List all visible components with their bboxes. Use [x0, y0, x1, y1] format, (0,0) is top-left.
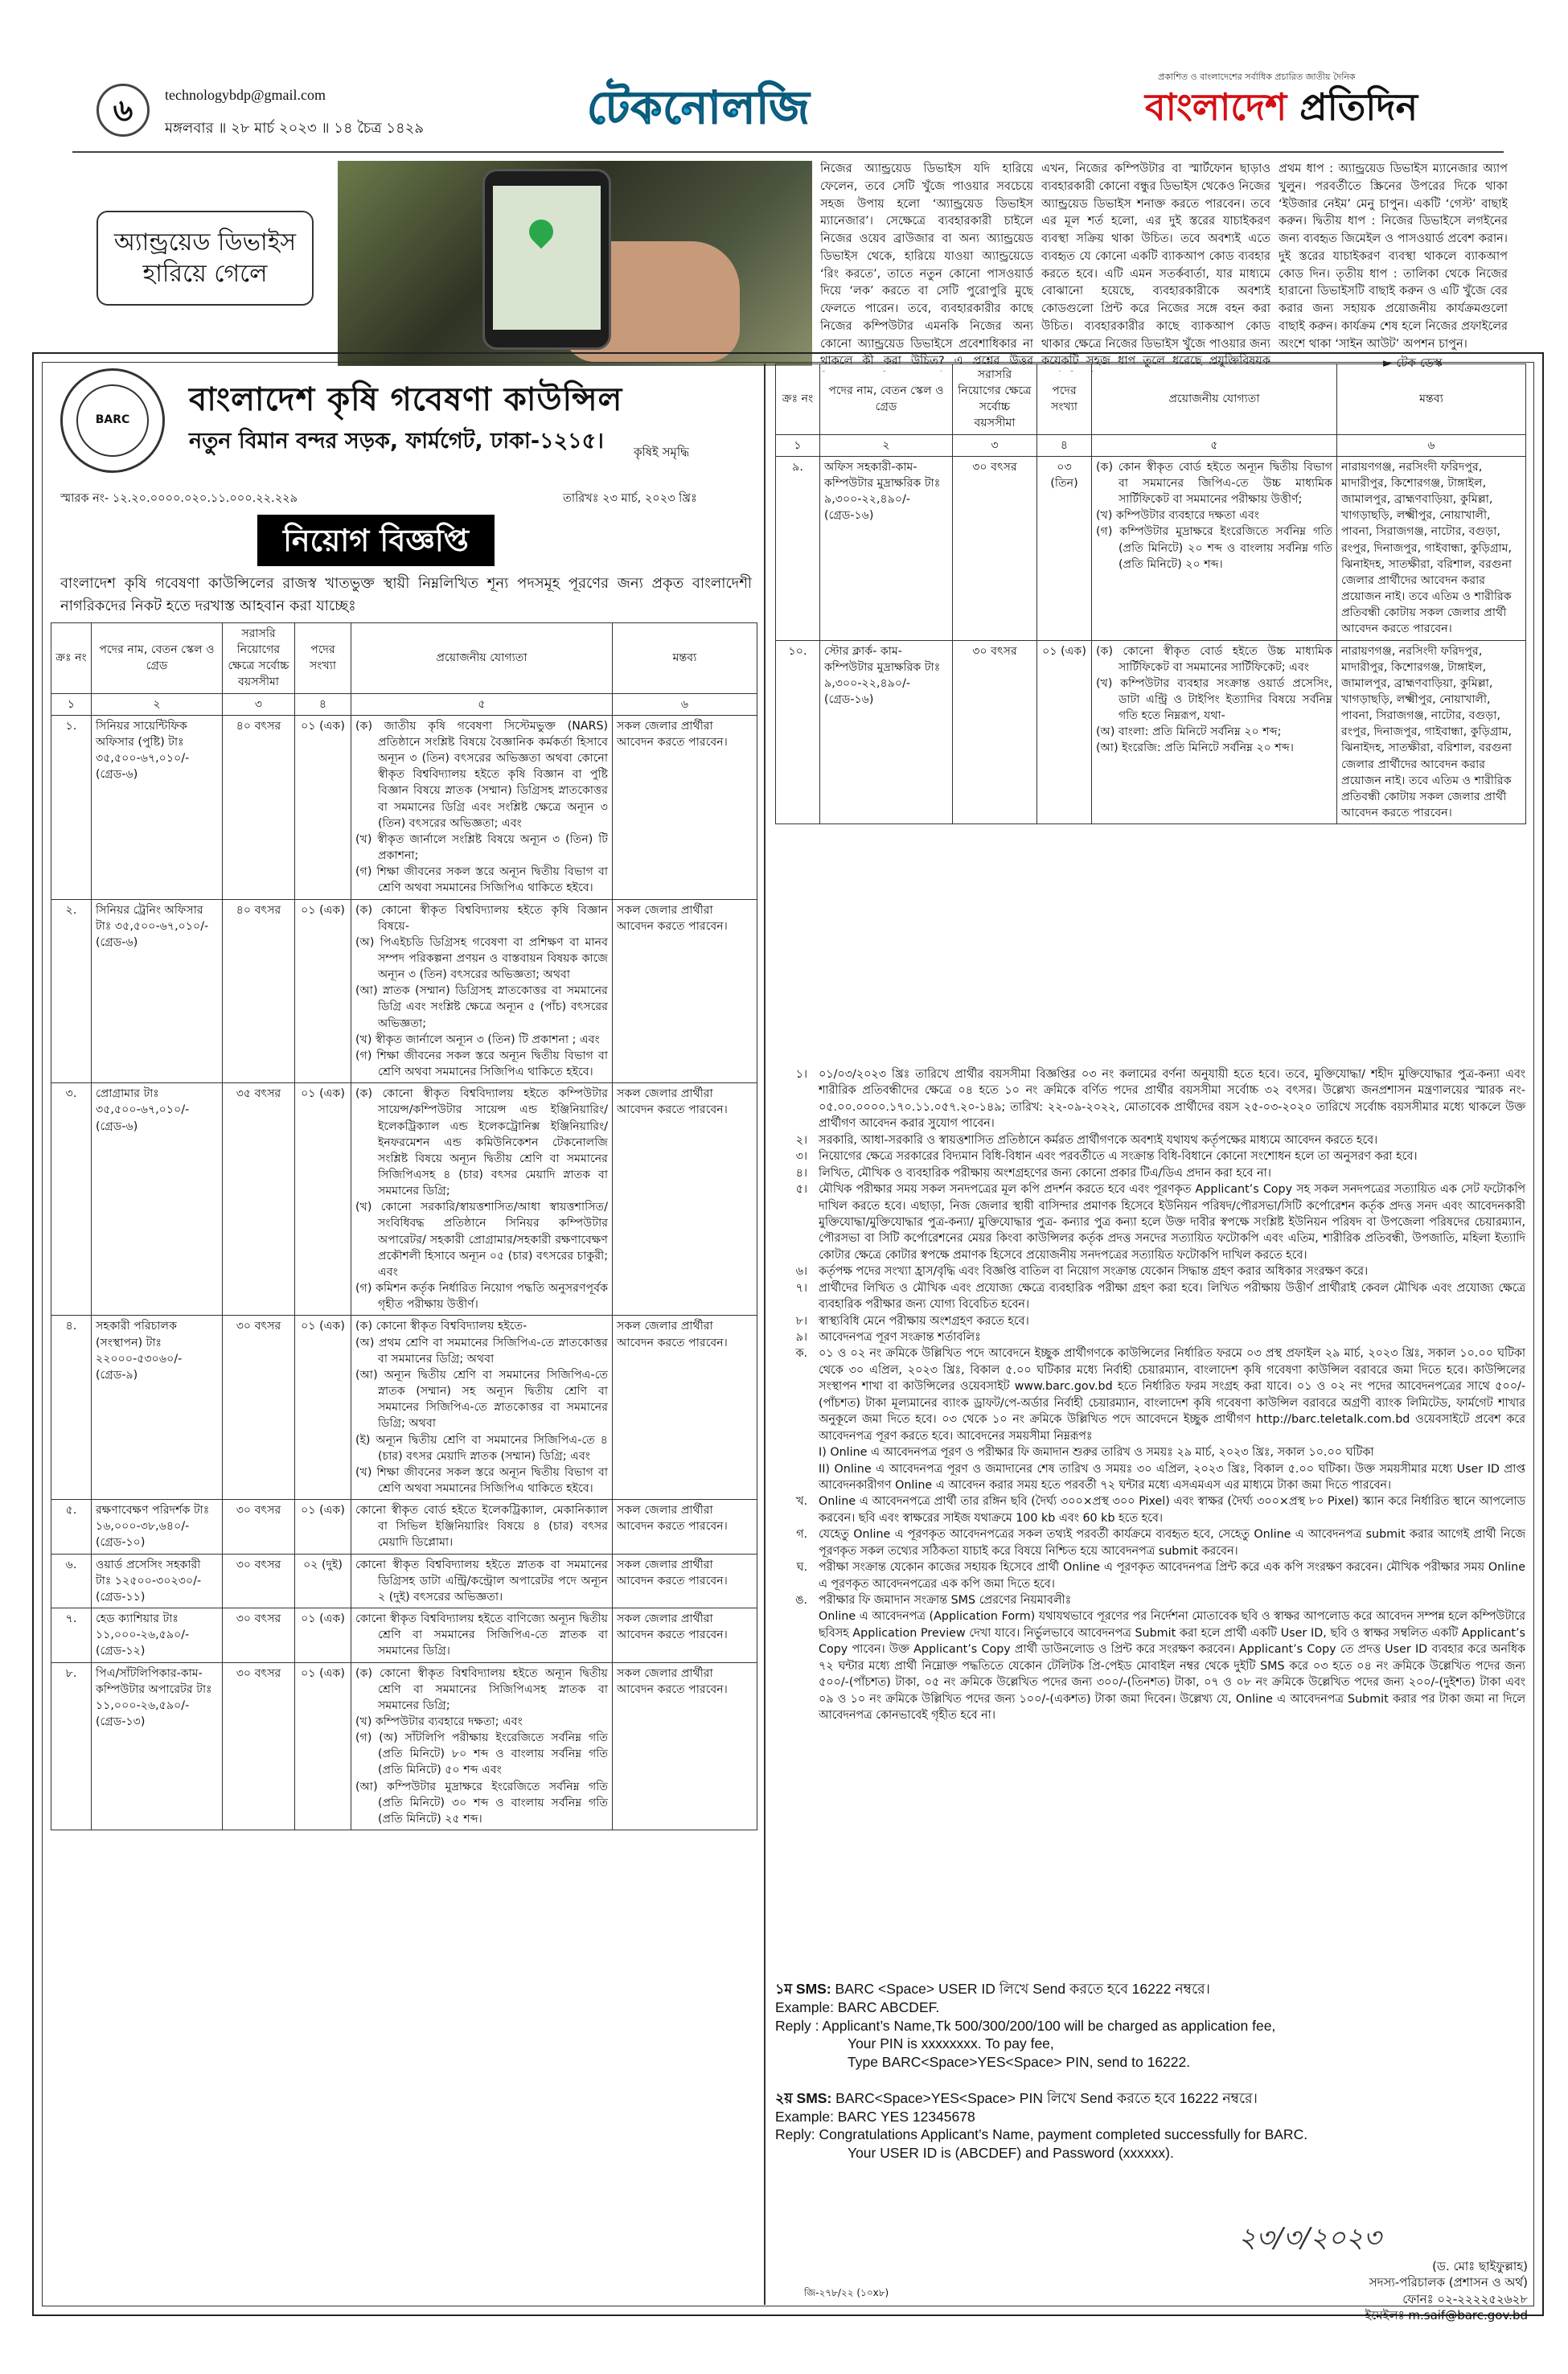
qualification-item: (খ) কম্পিউটার ব্যবহারে দক্ষতা এবং: [1096, 509, 1260, 523]
table-row: [51, 1316, 757, 1500]
qualification-item: (ক) কোনো স্বীকৃত বিশ্ববিদ্যালয় হইতে কম্পিউটার সায়েন্স/কম্পিউটার সায়েন্স এন্ড ইঞ্জিনিয়ারিং/ইলেকট্রিক্যাল এন্ড ইলেকট্রোনিক্স ইঞ্জিনিয়ারিং/ ইনফরমেশন এন্ড কমিউনিকেশন টেকনোলজি সংশ্লিষ্ট বিষয়ে অন্যূন দ্বিতীয় শ্রেণি বা সমমানের সিজিপিএসহ ৪ (চার) বৎসর মেয়াদি স্নাতক বা সমমানের ডিগ্রি;: [355, 1087, 608, 1198]
brand-tagline: প্রকাশিত ও বাংলাদেশের সর্বাধিক প্রচারিত জাতীয় দৈনিক: [1158, 72, 1356, 82]
row-post: হেড ক্যাশিয়ার টাঃ ১১,০০০-২৬,৫৯০/- (গ্রেড-১২): [92, 1608, 223, 1662]
note-text: ০১/০৩/২০২৩ খ্রিঃ তারিখে প্রার্থীর বয়সসীমা বিজ্ঞপ্তির ০৩ নং কলামের বর্ণনা অনুযায়ী হতে হবে। তবে, মুক্তিযোদ্ধা/ শহীদ মুক্তিযোদ্ধার পুত্র-কন্যা এবং শারীরিক প্রতিবন্ধীদের ক্ষেত্রে ০৪ হতে ১০ নং ক্রমিকে বর্ণিত পদের প্রার্থীর বয়সসীমা সর্বোচ্চ ৩২ বৎসর। উল্লেখ্য জনপ্রশাসন মন্ত্রণালয়ের স্মারক নং- ০৫.০০.০০০০.১৭০.১১.০৫৭.২০-১৪৯; তারিখ: ২২-০৯-২০২২, মোতাবেক প্রার্থীদের বয়স ২৫-০৩-২০২০ তারিখে সর্বোচ্চ বয়সসীমার মধ্যে থাকলে উক্ত প্রার্থীগণ আবেদন করার সুযোগ পাবেন।: [819, 1068, 1525, 1131]
qualification-item: (খ) স্বীকৃত জার্নালে সংশ্লিষ্ট বিষয়ে অন্যূন ৩ (তিন) টি প্রকাশনা;: [355, 832, 608, 863]
header-remark: মন্তব্য: [613, 623, 757, 694]
row-qualification: [351, 1500, 613, 1554]
row-age: ৪০ বৎসর: [223, 899, 295, 1083]
qualification-item: (গ) (অ) সাঁটলিপি পরীক্ষায় ইংরেজিতে সর্বনিম্ন গতি (প্রতি মিনিটে) ৮০ শব্দ ও বাংলায় সর্বনিম্ন গতি (প্রতি মিনিটে) ৫০ শব্দ এবং: [355, 1731, 608, 1777]
note-item: [775, 1329, 1525, 1345]
subnote-item: [775, 1444, 1525, 1460]
section-email: technologybdp@gmail.com: [165, 87, 326, 103]
sms2-text: BARC<Space>YES<Space> PIN লিখে Send করতে হবে 16222 নম্বরে।: [831, 2089, 1258, 2106]
qualification-item: (ক) কোনো স্বীকৃত বিশ্ববিদ্যালয় হইতে-: [355, 1320, 527, 1333]
note-number: ৯।: [795, 1331, 807, 1344]
row-post: অফিস সহকারী-কাম-কম্পিউটার মুদ্রাক্ষরিক টাঃ ৯,৩০০-২২,৪৯০/- (গ্রেড-১৬): [820, 456, 953, 640]
note-text: মৌখিক পরীক্ষার সময় সকল সনদপত্রের মূল কপি প্রদর্শন করতে হবে এবং পূরণকৃত Applicant’s Copy সহ সকল সনদপত্রের সত্যায়িত এক সেট ফটোকপি দাখিল করতে হবে। এছাড়া, নিজ জেলার স্থায়ী বাসিন্দার প্রমাণক হিসেবে ইউনিয়ন পরিষদ/পৌরসভা/সিটি কর্পোরেশন কর্তৃক প্রদত্ত সনদ এবং আবেদনকারী মুক্তিযোদ্ধা/মুক্তিযোদ্ধার পুত্র-কন্যা/ মুক্তিযোদ্ধার পুত্র- কন্যার পুত্র কন্যা হলে উক্ত দাবীর স্বপক্ষে সংশ্লিষ্ট ইউনিয়ন পরিষদ বা উপজেলা পরিষদের চেয়ারম্যান, পৌরসভা বা সিটি কর্পোরেশনের মেয়র কিংবা কাউন্সিলর কর্তৃক প্রদত্ত সনদের সত্যায়িত ফটোকপি এবং এতিম, শারীরিক প্রতিবন্ধী, উপজাতি, মহিলা ইত্যাদি কোটার ক্ষেত্রে কোটার স্বপক্ষে প্রমাণক হিসেবে প্রয়োজনীয় সনদপত্রের সত্যায়িত ফটোকপি দাখিল করতে হবে।: [819, 1183, 1525, 1262]
qualification-item: (আ) কম্পিউটার মুদ্রাক্ষরে ইংরেজিতে সর্বনিম্ন গতি (প্রতি মিনিটে) ৩০ শব্দ ও বাংলায় সর্বনিম্ন গতি (প্রতি মিনিটে) ২৫ শব্দ।: [355, 1780, 608, 1826]
subnote-text: পরীক্ষা সংক্রান্ত যেকোন কাজের সহায়ক হিসেবে প্রার্থী Online এ পূরণকৃত আবেদনপত্র প্রিন্ট করে এক কপি সংরক্ষণ করবেন। মৌখিক পরীক্ষার সময় Online এ পূরণকৃত আবেদনপত্রের এক কপি জমা দিতে হবে।: [819, 1561, 1525, 1591]
table-row: [51, 1083, 757, 1316]
row-qualification: [351, 899, 613, 1083]
row-remark: সকল জেলার প্রার্থীরা আবেদন করতে পারবেন।: [613, 1316, 757, 1500]
masthead-rule: [72, 151, 1504, 153]
row-count: ০১ (এক): [295, 1083, 351, 1316]
sms-instructions: [775, 1980, 1515, 2162]
qualification-item: (অ) বাংলা: প্রতি মিনিটে সর্বনিম্ন ২০ শব্দ;: [1096, 725, 1282, 739]
row-qualification: [351, 1554, 613, 1608]
table-row: [51, 1608, 757, 1662]
qualification-item: (আ) অন্যূন দ্বিতীয় শ্রেণি বা সমমানের সিজিপিএ-তে স্নাতক (সম্মান) সহ অন্যূন দ্বিতীয় শ্রেণি বা সমমানের সিজিপিএ-তে স্নাতকোত্তর বা সমমানের ডিগ্রি; অথবা: [355, 1368, 608, 1431]
sms1-text: BARC <Space> USER ID লিখে Send করতে হবে 16222 নম্বরে।: [831, 1981, 1210, 1997]
note-number: ৭।: [795, 1281, 807, 1295]
qualification-item: (খ) কোনো সরকারি/স্বায়ত্তশাসিত/আধা স্বায়ত্তশাসিত/ সংবিধিবদ্ধ প্রতিষ্ঠানে সিনিয়র কম্পিউটার অপারেটর/ সহকারী প্রোগ্রামার/সহকারী রক্ষণাবেক্ষণ প্রকৌশলী হিসাবে অন্যূন ০৫ (চার) বৎসরের চাকুরী; এবং: [355, 1201, 608, 1279]
feature-headline: অ্যান্ড্রয়েড ডিভাইস হারিয়ে গেলে: [96, 211, 314, 306]
note-text: নিয়োগের ক্ষেত্রে সরকারের বিদ্যমান বিধি-বিধান এবং পরবর্তীতে এ সংক্রান্ত বিধি-বিধানে কোনো সংশোধন হলে তা অনুসরণ করা হবে।: [819, 1150, 1418, 1164]
column-numbers: ১ ২ ৩ ৪ ৫ ৬: [776, 434, 1526, 456]
note-item: [775, 1313, 1525, 1329]
table-row: [51, 1662, 757, 1830]
header-post: পদের নাম, বেতন স্কেল ও গ্রেড: [820, 364, 953, 435]
row-sl: ১০.: [776, 640, 820, 824]
row-count: ০১ (এক): [1037, 640, 1092, 824]
row-age: ৩০ বৎসর: [223, 1662, 295, 1830]
note-text: আবেদনপত্র পূরণ সংক্রান্ত শর্তাবলিঃ: [819, 1331, 981, 1344]
note-item: [775, 1132, 1525, 1148]
table-row: [51, 899, 757, 1083]
row-sl: ৭.: [51, 1608, 92, 1662]
note-text: স্বাস্থ্যবিধি মেনে পরীক্ষায় অংশগ্রহণ করতে হবে।: [819, 1314, 1029, 1328]
qualification-item: (খ) কম্পিউটার ব্যবহারে দক্ষতা; এবং: [355, 1715, 523, 1728]
feature-column-2: এখন, নিজের কম্পিউটার বা স্মার্টফোন ছাড়াও ব্যবহারকারী কোনো বন্ধুর ডিভাইস থেকেও নিজের অ্যান্ড্রয়েড ডিভাইস শনাক্ত করতে পারবেন। তবে এর মূল শর্ত হলো, এর দুই স্তরের যাচাইকরণ ব্যবস্থা সক্রিয় থাকা উচিত। তবে অবশ্যই এতে ব্যবহৃত যে কোনো একটি ব্যাকআপ কোড ব্যবহার করতে হবে। এটি এমন সতর্কবার্তা, যার মাধ্যমে বোঝানো হয়েছে, ব্যবহারকারীকে অবশ্যই কোডগুলো প্রিন্ট করে নিজের সঙ্গে বহন করা উচিত। ব্যবহারকারীর কাছে ব্যাকআপ কোড থাকার ক্ষেত্রে নিজের ডিভাইস খুঁজে পাওয়ার জন্য কয়েকটি সহজ ধাপ তুলে ধরেছে প্রযুক্তিবিষয়ক: [1041, 162, 1270, 368]
feature-column-1: নিজের অ্যান্ড্রয়েড ডিভাইস যদি হারিয়ে ফেলেন, তবে সেটি খুঁজে পাওয়ার সবচেয়ে সহজ উপায় হলো ‘অ্যান্ড্রয়েড ডিভাইস ম্যানেজার’। সেক্ষেত্রে ব্যবহারকারী চাইলে নিজের ওয়েব ব্রাউজার বা অন্য অ্যান্ড্রয়েড ডিভাইস থেকে, হারিয়ে যাওয়া অ্যান্ড্রয়েডে ‘রিং করতে’, তাতে নতুন কোনো পাসওয়ার্ড দিয়ে ‘লক’ করতে বা সেটি পুরোপুরি মুছে ফেলতে পারেন। তবে, ব্যবহারকারীর কাছে নিজের কম্পিউটার এমনকি নিজের অন্য কোনো অ্যান্ড্রয়েড ডিভাইসে প্রবেশাধিকার না থাকলে কী করা উচিত? এ প্রশ্নের উত্তর: [820, 162, 1033, 368]
signer-name: (ড. মোঃ ছাইফুল্লাহ): [1432, 2259, 1528, 2273]
qualification-item: (গ) শিক্ষা জীবনের সকল স্তরে অন্যূন দ্বিতীয় বিভাগ বা শ্রেণি অথবা সমমানের সিজিপিএ থাকিতে হইবে।: [355, 1049, 608, 1079]
terms-section: [775, 1066, 1525, 1724]
qualification-item: (ক) কোনো স্বীকৃত বিশ্ববিদ্যালয় হইতে কৃষি বিজ্ঞান বিষয়ে-: [355, 903, 608, 933]
table-row: [776, 640, 1526, 824]
memo-date: তারিখঃ ২৩ মার্চ, ২০২৩ খ্রিঃ: [563, 492, 697, 505]
qualification-item: (ক) কোন স্বীকৃত বোর্ড হইতে অন্যূন দ্বিতীয় বিভাগ বা সমমানের জিপিএ-তে উচ্চ মাধ্যমিক সার্টিফিকেট বা সমমানের পরীক্ষায় উত্তীর্ণ;: [1096, 460, 1332, 507]
qualification-item: কোনো স্বীকৃত বিশ্ববিদ্যালয় হইতে বাণিজ্যে অন্যূন দ্বিতীয় শ্রেণি বা সমমানের সিজিপিএ-তে স্নাতক বা সমমানের ডিগ্রি।: [355, 1612, 608, 1658]
signature: ২৩/৩/২০২৩: [1238, 2222, 1381, 2254]
newspaper-logo: [1145, 82, 1418, 133]
row-count: ০১ (এক): [295, 715, 351, 899]
table-header: [51, 623, 757, 694]
row-age: ৩০ বৎসর: [223, 1554, 295, 1608]
subnote-number: [775, 1444, 819, 1460]
header-sl: ক্রঃ নং: [776, 364, 820, 435]
subnote-text: Online এ আবেদনপত্র (Application Form) যথাযথভাবে পূরণের পর নির্দেশনা মোতাবেক ছবি ও স্বাক্ষর আপলোড করে আবেদন সম্পন্ন হলে কম্পিউটারে ছবিসহ Application Preview দেখা যাবে। নির্ভুলভাবে আবেদনপত্র Submit করা হলে প্রার্থী একটি User ID, ছবি ও স্বাক্ষর সম্বলিত একটি Applicant’s Copy পাবেন। উক্ত Applicant’s Copy প্রার্থী ডাউনলোড ও প্রিন্ট করে সংরক্ষণ করবেন। Applicant’s Copy তে প্রদত্ত User ID ব্যবহার করে অনধিক ৭২ ঘন্টার মধ্যে প্রার্থী নিম্নোক্ত পদ্ধতিতে যেকোন টেলিটক প্রি-পেইড মোবাইল নম্বর থেকে দুইটি SMS করে ০৩ হতে ০৪ নং ক্রমিকে উল্লেখিত পদের জন্য ৫০০/-(পাঁচশত) টাকা, ০৫ নং ক্রমিকে উল্লেখিত পদের জন্য ৩০০/-(তিনশত) টাকা, ০৭ ও ০৮ নং ক্রমিকে উল্লেখিত পদের জন্য ২০০/-(দুইশত) টাকা এবং ০৯ ও ১০ নং ক্রমিকে উল্লিখিত পদের জন্য ১০০/-(একশত) টাকা জমা দিবেন। উল্লেখ্য যে, Online এ আবেদনপত্র Submit করার পর টাকা জমা না দিলে আবেদনপত্র কোনভাবেই গৃহীত হবে না।: [819, 1610, 1525, 1723]
subnote-item: [775, 1526, 1525, 1559]
column-numbers: ১ ২ ৩ ৪ ৫ ৬: [51, 693, 757, 715]
organization-name: বাংলাদেশ কৃষি গবেষণা কাউন্সিল: [189, 381, 623, 418]
row-count: ০১ (এক): [295, 1500, 351, 1554]
note-number: ৫।: [795, 1183, 807, 1197]
subnote-number: ঘ.: [796, 1561, 807, 1575]
subnote-text: Online এ আবেদনপত্রে প্রার্থী তার রঙ্গিন ছবি (দৈর্ঘ্য ৩০০×প্রস্থ ৩০০ Pixel) এবং স্বাক্ষর (দৈর্ঘ্য ৩০০×প্রস্থ ৮০ Pixel) স্ক্যান করে নির্ধারিত স্থানে আপলোড করবেন। ছবি এবং স্বাক্ষরের সাইজ যথাক্রমে 100 kb এবং 60 kb হতে হবে।: [819, 1495, 1525, 1525]
subnote-number: ঙ.: [794, 1594, 807, 1607]
header-age: সরাসরি নিয়োগের ক্ষেত্রে সর্বোচ্চ বয়সসীমা: [953, 364, 1037, 435]
row-qualification: [1092, 640, 1337, 824]
note-number: ২।: [795, 1133, 807, 1147]
feature-column-3: প্রথম ধাপ : অ্যান্ড্রয়েড ডিভাইস ম্যানেজার অ্যাপ খুলুন। পরবর্তীতে স্ক্রিনের উপরের দিকে থাকা ‘ইউজার নেইম’ মেনু চাপুন। একটি ‘গেস্ট’ বাছাই করুন। দ্বিতীয় ধাপ : নিজের ডিভাইসে লগইনের জন্য ব্যবহৃত জিমেইল ও পাসওয়ার্ড প্রবেশ করান। দুই স্তরের যাচাইকরণ ব্যবস্থা থাকলে ব্যাকআপ কোড দিন। তৃতীয় ধাপ : তালিকা থেকে নিজের হারানো ডিভাইসটি বাছাই করুন ও এটি খুঁজে বের করার জন্য সহায়ক প্রয়োজনীয় কার্যক্রমগুলো বাছাই করুন। কার্যক্রম শেষ হলে নিজের প্রফাইলের অংশে থাকা ‘সাইন আউট’ অপশন চাপুন।: [1279, 162, 1508, 351]
row-post: ওয়ার্ড প্রসেসিং সহকারী টাঃ ১২৫০০-৩০২৩০/- (গ্রেড-১১): [92, 1554, 223, 1608]
row-age: ৩৫ বৎসর: [223, 1083, 295, 1316]
organization-address: নতুন বিমান বন্দর সড়ক, ফার্মগেট, ঢাকা-১২১৫।: [189, 429, 604, 454]
note-number: ৮।: [795, 1314, 807, 1328]
column-divider: [764, 363, 766, 2305]
ad-reference-code: জি-২৭৮/২২ (১০x৮): [804, 2287, 889, 2298]
row-count: ০২ (দুই): [295, 1554, 351, 1608]
subnote-number: গ.: [796, 1528, 807, 1542]
subnote-number: খ.: [796, 1495, 807, 1509]
qualification-item: (গ) শিক্ষা জীবনের সকল স্তরে অন্যূন দ্বিতীয় বিভাগ বা শ্রেণি অথবা সমমানের সিজিপিএ থাকিতে হইবে।: [355, 865, 608, 895]
brand-part-a: বাংলাদেশ: [1145, 85, 1300, 129]
row-qualification: [1092, 456, 1337, 640]
row-count: ০৩ (তিন): [1037, 456, 1092, 640]
qualification-item: (খ) স্বীকৃত জার্নালে অন্যূন ৩ (তিন) টি প্রকাশনা ; এবং: [355, 1033, 600, 1046]
sms1-label: ১ম SMS:: [775, 1981, 831, 1997]
header-post: পদের নাম, বেতন স্কেল ও গ্রেড: [92, 623, 223, 694]
vacancy-table-left: [51, 622, 757, 1830]
table-row: [51, 1500, 757, 1554]
subnote-item: [775, 1592, 1525, 1608]
table-row: [776, 456, 1526, 640]
subnote-item: [775, 1493, 1525, 1526]
row-remark: সকল জেলার প্রার্থীরা আবেদন করতে পারবেন।: [613, 1662, 757, 1830]
row-post: সিনিয়র সায়েন্টিফিক অফিসার (পুষ্টি) টাঃ ৩৫,৫০০-৬৭,০১০/- (গ্রেড-৬): [92, 715, 223, 899]
note-text: প্রার্থীদের লিখিত ও মৌখিক এবং প্রযোজ্য ক্ষেত্রে ব্যবহারিক পরীক্ষা গ্রহণ করা হবে। লিখিত পরীক্ষায় উত্তীর্ণ প্রার্থীরাই কেবল মৌখিক এবং প্রযোজ্য ক্ষেত্রে ব্যবহারিক পরীক্ষার জন্য যোগ্য বিবেচিত হবেন।: [819, 1281, 1525, 1312]
row-age: ৩০ বৎসর: [953, 640, 1037, 824]
row-remark: সকল জেলার প্রার্থীরা আবেদন করতে পারবেন।: [613, 715, 757, 899]
sms1-reply-3: Type BARC<Space>YES<Space> PIN, send to 16222.: [848, 2054, 1191, 2070]
subnote-item: [775, 1608, 1525, 1723]
dateline: মঙ্গলবার ॥ ২৮ মার্চ ২০২৩ ॥ ১৪ চৈত্র ১৪২৯: [165, 120, 425, 137]
qualification-item: (খ) কম্পিউটার ব্যবহার সংক্রান্ত ওয়ার্ড প্রসেসিং, ডাটা এন্ট্রি ও টাইপিং ইত্যাদির বিষয়ে সর্বনিম্ন গতি হতে নিম্নরূপ, যথা-: [1096, 676, 1332, 723]
header-age: সরাসরি নিয়োগের ক্ষেত্রে সর্বোচ্চ বয়সসীমা: [223, 623, 295, 694]
row-qualification: [351, 1608, 613, 1662]
signer-email: ইমেইলঃ m.saif@barc.gov.bd: [1365, 2307, 1528, 2323]
section-title: টেকনোলজি: [587, 82, 811, 134]
sms2-label: ২য় SMS:: [775, 2089, 832, 2106]
table-row: [51, 715, 757, 899]
row-age: ৩০ বৎসর: [223, 1608, 295, 1662]
row-remark: নারায়ণগঞ্জ, নরসিংদী ফরিদপুর, মাদারীপুর, কিশোরগঞ্জ, টাঙ্গাইল, জামালপুর, ব্রাহ্মণবাড়িয়া, কুমিল্লা, খাগড়াছড়ি, লক্ষ্মীপুর, নোয়াখালী, পাবনা, সিরাজগঞ্জ, নাটোর, বগুড়া, রংপুর, দিনাজপুর, গাইবান্ধা, কুড়িগ্রাম, ঝিনাইদহ, সাতক্ষীরা, বরিশাল, বরগুনা জেলার প্রার্থীদের আবেদন করার প্রয়োজন নাই। তবে এতিম ও শারীরিক প্রতিবন্ধী কোটায় সকল জেলার প্রার্থী আবেদন করতে পারবেন।: [1337, 456, 1526, 640]
memo-number: স্মারক নং- ১২.২০.০০০০.০২০.১১.০০০.২২.২২৯: [60, 492, 298, 505]
row-age: ৩০ বৎসর: [953, 456, 1037, 640]
row-remark: নারায়ণগঞ্জ, নরসিংদী ফরিদপুর, মাদারীপুর, কিশোরগঞ্জ, টাঙ্গাইল, জামালপুর, ব্রাহ্মণবাড়িয়া, কুমিল্লা, খাগড়াছড়ি, লক্ষ্মীপুর, নোয়াখালী, পাবনা, সিরাজগঞ্জ, নাটোর, বগুড়া, রংপুর, দিনাজপুর, গাইবান্ধা, কুড়িগ্রাম, ঝিনাইদহ, সাতক্ষীরা, বরিশাল, বরগুনা জেলার প্রার্থীদের আবেদন করার প্রয়োজন নাই। তবে এতিম ও শারীরিক প্রতিবন্ধী কোটায় সকল জেলার প্রার্থী আবেদন করতে পারবেন।: [1337, 640, 1526, 824]
row-sl: ৮.: [51, 1662, 92, 1830]
note-item: [775, 1181, 1525, 1263]
row-remark: সকল জেলার প্রার্থীরা আবেদন করতে পারবেন।: [613, 1554, 757, 1608]
note-text: সরকারি, আধা-সরকারি ও স্বায়ত্তশাসিত প্রতিষ্ঠানে কর্মরত প্রার্থীগণকে অবশ্যই যথাযথ কর্তৃপক্ষের মাধ্যমে আবেদন করতে হবে।: [819, 1133, 1378, 1147]
header-count: পদের সংখ্যা: [1037, 364, 1092, 435]
header-qualification: প্রয়োজনীয় যোগ্যতা: [1092, 364, 1337, 435]
row-sl: ৫.: [51, 1500, 92, 1554]
qualification-item: (ক) কোনো স্বীকৃত বিশ্ববিদ্যালয় হইতে অন্যূন দ্বিতীয় শ্রেণি বা সমমানের সিজিপিএসহ স্নাতক বা সমমানের ডিগ্রি;: [355, 1666, 608, 1712]
row-qualification: [351, 1083, 613, 1316]
row-sl: ১.: [51, 715, 92, 899]
header-remark: মন্তব্য: [1337, 364, 1526, 435]
row-qualification: [351, 715, 613, 899]
sms2-example: Example: BARC YES 12345678: [775, 2108, 975, 2125]
page-number: ৬: [96, 84, 150, 137]
qualification-item: (ক) জাতীয় কৃষি গবেষণা সিস্টেমভুক্ত (NARS) প্রতিষ্ঠানে সংশ্লিষ্ট বিষয়ে বৈজ্ঞানিক কর্মকর্তা হিসাবে অন্যূন ৩ (তিন) বৎসরের অভিজ্ঞতা অথবা কোনো স্বীকৃত বিশ্ববিদ্যালয় হইতে কৃষি বিজ্ঞান বা পুষ্টি বিজ্ঞান বিষয়ে স্নাতক (সম্মান) ডিগ্রিসহ স্নাতকোত্তর বা সমমানের ডিগ্রি এবং সংশ্লিষ্ট ক্ষেত্রে অন্যূন ৩ (তিন) বৎসরের অভিজ্ঞতা; এবং: [355, 719, 608, 830]
vacancy-table-right: [775, 363, 1526, 824]
subnote-number: [775, 1461, 819, 1494]
notice-title: নিয়োগ বিজ্ঞপ্তি: [257, 515, 495, 566]
row-post: সিনিয়র ট্রেনিং অফিসার টাঃ ৩৫,৫০০-৬৭,০১০/- (গ্রেড-৬): [92, 899, 223, 1083]
row-age: ৩০ বৎসর: [223, 1316, 295, 1500]
note-number: ১।: [795, 1068, 807, 1081]
qualification-item: কোনো স্বীকৃত বোর্ড হইতে ইলেকট্রিক্যাল, মেকানিক্যাল বা সিভিল ইঞ্জিনিয়ারিং বিষয়ে ৪ (চার) বৎসর মেয়াদি ডিপ্লোমা।: [355, 1504, 608, 1550]
row-count: ০১ (এক): [295, 1662, 351, 1830]
row-post: স্টোর ক্লার্ক- কাম- কম্পিউটার মুদ্রাক্ষরিক টাঃ ৯,৩০০-২২,৪৯০/- (গ্রেড-১৬): [820, 640, 953, 824]
qualification-item: (আ) স্নাতক (সম্মান) ডিগ্রিসহ স্নাতকোত্তর বা সমমানের ডিগ্রি এবং সংশ্লিষ্ট ক্ষেত্রে অন্যূন ৫ (পাঁচ) বৎসরের অভিজ্ঞতা;: [355, 984, 608, 1030]
qualification-item: (অ) পিএইচডি ডিগ্রিসহ গবেষণা বা প্রশিক্ষণ বা মানব সম্পদ পরিকল্পনা প্রণয়ন ও বাস্তবায়ন বিষয়ক কাজে অন্যূন ৩ (তিন) বৎসরের অভিজ্ঞতা; অথবা: [355, 935, 608, 982]
qualification-item: (ই) অন্যূন দ্বিতীয় শ্রেণি বা সমমানের সিজিপিএ-তে ৪ (চার) বৎসর মেয়াদি স্নাতক (সম্মান) ডিগ্রি; এবং: [355, 1433, 608, 1463]
qualification-item: (খ) শিক্ষা জীবনের সকল স্তরে অন্যূন দ্বিতীয় বিভাগ বা শ্রেণি অথবা সমমানের সিজিপিএ থাকিতে হইবে।: [355, 1465, 608, 1495]
row-sl: ৬.: [51, 1554, 92, 1608]
barc-logo-icon: BARC: [60, 368, 165, 473]
subnote-text: যেহেতু Online এ পূরণকৃত আবেদনপত্রের সকল তথ্যই পরবর্তী কার্যক্রমে ব্যবহৃত হবে, সেহেতু Online এ আবেদনপত্র submit করার আগেই প্রার্থী নিজে পূরণকৃত সকল তথ্যের সঠিকতা যাচাই করে বিষয়ে নিশ্চিত হয়ে আবেদনপত্র submit করবেন।: [819, 1528, 1525, 1558]
note-number: ৩।: [795, 1150, 807, 1164]
qualification-item: (অ) প্রথম শ্রেণি বা সমমানের সিজিপিএ-তে স্নাতকোত্তর বা সমমানের ডিগ্রি; অথবা: [355, 1336, 608, 1366]
note-text: কর্তৃপক্ষ পদের সংখ্যা হ্রাস/বৃদ্ধি এবং বিজ্ঞপ্তি বাতিল বা নিয়োগ সংক্রান্ত যেকোন সিদ্ধান্ত গ্রহণ করার অধিকার সংরক্ষণ করে।: [819, 1265, 1369, 1279]
note-number: ৪।: [795, 1166, 807, 1180]
sms1-reply: Reply : Applicant’s Name,Tk 500/300/200/100 will be charged as application fee,: [775, 2017, 1276, 2034]
sms2-reply-2: Your USER ID is (ABCDEF) and Password (xxxxxx).: [848, 2145, 1174, 2161]
row-count: ০১ (এক): [295, 899, 351, 1083]
subnote-item: [775, 1345, 1525, 1444]
qualification-item: (আ) ইংরেজি: প্রতি মিনিটে সর্বনিম্ন ২০ শব্দ।: [1096, 741, 1294, 755]
row-sl: ৪.: [51, 1316, 92, 1500]
row-post: রক্ষণাবেক্ষণ পরিদর্শক টাঃ ১৬,০০০-৩৮,৬৪০/- (গ্রেড-১০): [92, 1500, 223, 1554]
row-count: ০১ (এক): [295, 1316, 351, 1500]
sms2-reply: Reply: Congratulations Applicant’s Name, payment completed successfully for BARC.: [775, 2126, 1308, 2143]
subnote-text: পরীক্ষার ফি জমাদান সংক্রান্ত SMS প্রেরণের নিয়মাবলীঃ: [819, 1594, 1072, 1607]
subnote-number: ক.: [795, 1347, 807, 1361]
note-item: [775, 1165, 1525, 1181]
table-header: [776, 364, 1526, 435]
row-count: ০১ (এক): [295, 1608, 351, 1662]
subnote-text: II) Online এ আবেদনপত্র পূরণ ও জমাদানের শেষ তারিখ ও সময়ঃ ৩০ এপ্রিল, ২০২৩ খ্রিঃ, বিকাল ৫.০০ ঘটিকা। উক্ত সময়সীমার মধ্যে User ID প্রাপ্ত আবেদনকারীগণ Online এ আবেদন করার সময় হতে পরবর্তী ৭২ ঘন্টার মধ্যে এসএমএস এর মাধ্যমে টাকা জমা দিতে পারবেন।: [819, 1462, 1525, 1492]
notice-intro: বাংলাদেশ কৃষি গবেষণা কাউন্সিলের রাজস্ব খাতভুক্ত স্থায়ী নিম্নলিখিত শূন্য পদসমূহ পূরণের জন্য প্রকৃত বাংলাদেশী নাগরিকদের নিকট হতে দরখাস্ত আহবান করা যাচ্ছেঃ: [60, 575, 752, 614]
organization-slogan: কৃষিই সমৃদ্ধি: [634, 445, 690, 459]
note-item: [775, 1148, 1525, 1164]
note-number: ৬।: [795, 1265, 807, 1279]
row-sl: ৯.: [776, 456, 820, 640]
subnote-text: I) Online এ আবেদনপত্র পূরণ ও পরীক্ষার ফি জমাদান শুরুর তারিখ ও সময়ঃ ২৯ মার্চ, ২০২৩ খ্রিঃ, সকাল ১০.০০ ঘটিকা: [819, 1446, 1374, 1460]
phone-icon: [482, 169, 611, 350]
feature-credit: ► টেক ডেস্ক: [1383, 355, 1443, 370]
table-row: [51, 1554, 757, 1608]
signer-block: [1190, 2258, 1528, 2323]
qualification-item: কোনো স্বীকৃত বিশ্ববিদ্যালয় হইতে স্নাতক বা সমমানের ডিগ্রিসহ ডাটা এন্ট্রি/কন্ট্রোল অপারেটর পদে অন্যূন ২ (দুই) বৎসরের অভিজ্ঞতা।: [355, 1558, 608, 1604]
row-qualification: [351, 1316, 613, 1500]
qualification-item: (গ) কম্পিউটার মুদ্রাক্ষরে ইংরেজিতে সর্বনিম্ন গতি (প্রতি মিনিটে) ২০ শব্দ ও বাংলায় সর্বনিম্ন গতি (প্রতি মিনিটে) ২০ শব্দ।: [1096, 525, 1332, 571]
header-count: পদের সংখ্যা: [295, 623, 351, 694]
note-item: [775, 1263, 1525, 1279]
row-remark: সকল জেলার প্রার্থীরা আবেদন করতে পারবেন।: [613, 1083, 757, 1316]
row-remark: সকল জেলার প্রার্থীরা আবেদন করতে পারবেন।: [613, 1608, 757, 1662]
sms1-reply-2: Your PIN is xxxxxxxx. To pay fee,: [848, 2035, 1054, 2052]
note-item: [775, 1066, 1525, 1132]
subnote-item: [775, 1559, 1525, 1592]
note-text: লিখিত, মৌখিক ও ব্যবহারিক পরীক্ষায় অংশগ্রহণের জন্য কোনো প্রকার টিএ/ডিএ প্রদান করা হবে না।: [819, 1166, 1271, 1180]
row-sl: ২.: [51, 899, 92, 1083]
row-post: প্রোগ্রামার টাঃ ৩৫,৫০০-৬৭,০১০/- (গ্রেড-৬): [92, 1083, 223, 1316]
qualification-item: (গ) কমিশন কর্তৃক নির্ধারিত নিয়োগ পদ্ধতি অনুসরণপূর্বক গৃহীত পরীক্ষায় উত্তীর্ণ।: [355, 1282, 608, 1312]
subnote-number: [775, 1608, 819, 1723]
header-sl: ক্রঃ নং: [51, 623, 92, 694]
row-qualification: [351, 1662, 613, 1830]
row-post: পিএ/সাঁটলিপিকার-কাম-কম্পিউটার অপারেটর টাঃ ১১,০০০-২৬,৫৯০/- (গ্রেড-১৩): [92, 1662, 223, 1830]
signer-title: সদস্য-পরিচালক (প্রশাসন ও অর্থ): [1369, 2275, 1528, 2290]
sms1-example: Example: BARC ABCDEF.: [775, 1998, 940, 2015]
row-age: ৩০ বৎসর: [223, 1500, 295, 1554]
subnote-text: ০১ ও ০২ নং ক্রমিকে উল্লিখিত পদে আবেদনে ইচ্ছুক প্রার্থীগণকে কাউন্সিলের নির্ধারিত ফরমে ০৩ প্রস্থ প্রফাইল ২৯ মার্চ, ২০২৩ খ্রিঃ, সকাল ১০.০০ ঘটিকা থেকে ৩০ এপ্রিল, ২০২৩ খ্রিঃ, বিকাল ৫.০০ ঘটিকার মধ্যে নির্বাহী চেয়ারম্যান, বাংলাদেশ কৃষি গবেষণা কাউন্সিল বরাবরে জমা দিতে হবে। কাউন্সিলের সংস্থাপন শাখা বা কাউন্সিলের ওয়েবসাইট www.barc.gov.bd হতে নির্ধারিত ফরম সংগ্রহ করা যাবে। ০১ ও ০২ নং পদের আবেদনপত্রের সাথে ৫০০/-(পাঁচশত) টাকা মূল্যমানের ব্যাংক ড্রাফট/পে-অর্ডার নির্বাহী চেয়ারম্যান, বাংলাদেশ কৃষি গবেষণা কাউন্সিল বরাবরে অগ্রণী ব্যাংক লিমিটেড, ফার্মগেট শাখার অনুকূলে জমা দিতে হবে। ০৩ থেকে ১০ নং ক্রমিকে উল্লিখিত পদে আবেদনে ইচ্ছুক প্রার্থীগণ http://barc.teletalk.com.bd ওয়েবসাইটে প্রবেশ করে আবেদনপত্র পূরণ করতে হবে। আবেদনের সময়সীমা নিম্নরূপঃ: [819, 1347, 1525, 1443]
note-item: [775, 1280, 1525, 1313]
row-post: সহকারী পরিচালক (সংস্থাপন) টাঃ ২২০০০-৫৩০৬০/- (গ্রেড-৯): [92, 1316, 223, 1500]
subnote-item: [775, 1461, 1525, 1494]
signer-phone: ফোনঃ ০২-২২২২৫২৬২৮: [1402, 2291, 1528, 2306]
row-remark: সকল জেলার প্রার্থীরা আবেদন করতে পারবেন।: [613, 1500, 757, 1554]
row-sl: ৩.: [51, 1083, 92, 1316]
qualification-item: (ক) কোনো স্বীকৃত বোর্ড হইতে উচ্চ মাধ্যমিক সার্টিফিকেট বা সমমানের সার্টিফিকেট; এবং: [1096, 644, 1332, 674]
header-qualification: প্রয়োজনীয় যোগ্যতা: [351, 623, 613, 694]
row-age: ৪০ বৎসর: [223, 715, 295, 899]
row-remark: সকল জেলার প্রার্থীরা আবেদন করতে পারবেন।: [613, 899, 757, 1083]
brand-part-b: প্রতিদিন: [1299, 85, 1418, 129]
